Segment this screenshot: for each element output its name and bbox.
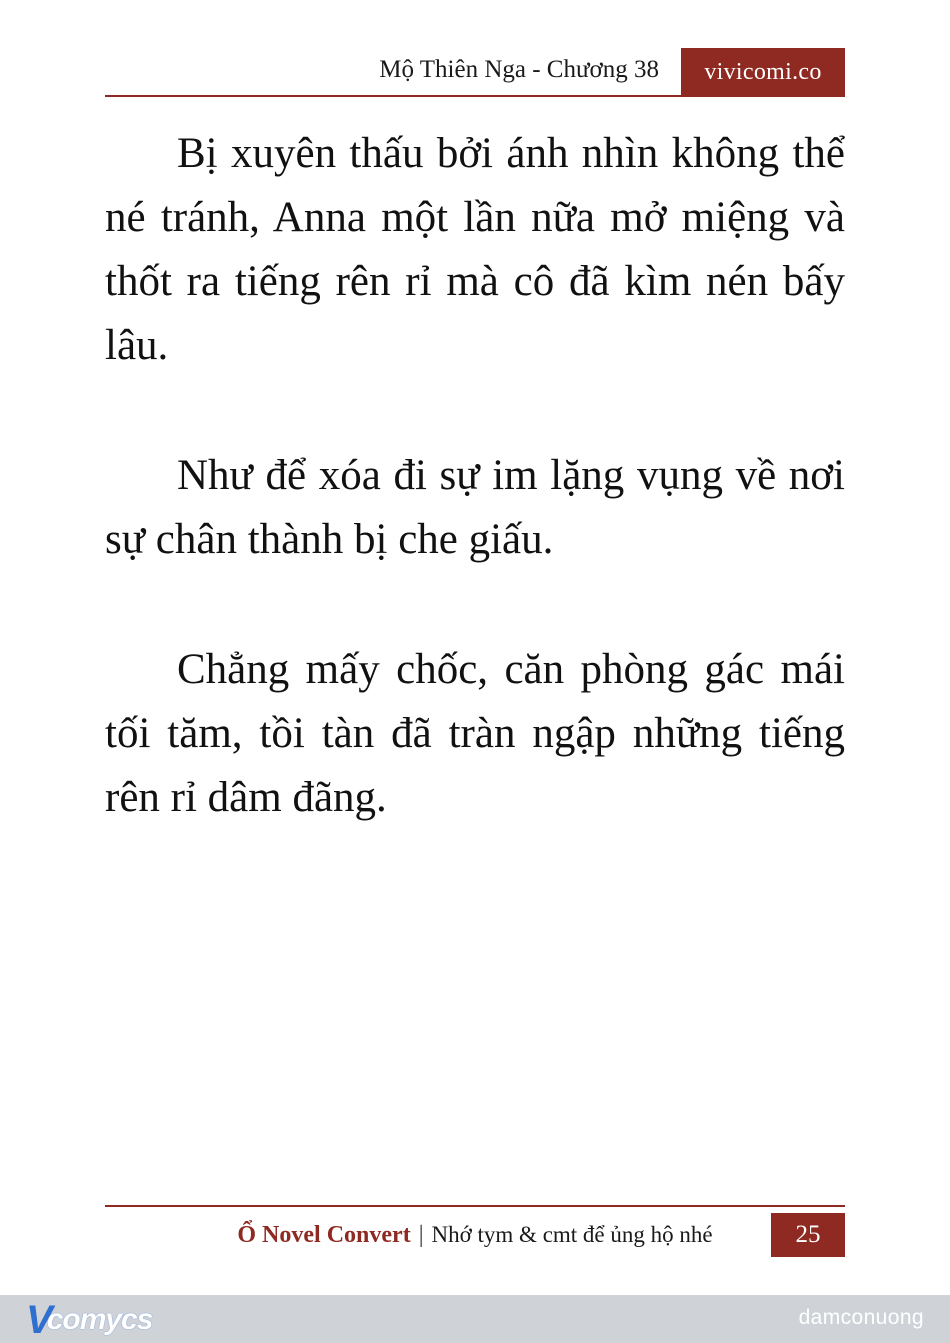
chapter-title: Mộ Thiên Nga - Chương 38 [379,56,659,83]
logo-wordmark: comycs [46,1303,153,1336]
header-divider [105,95,845,97]
site-badge: vivicomi.co [681,48,845,96]
footer-credit [105,1213,845,1257]
page-number: 25 [771,1213,845,1257]
paragraph: Chẳng mấy chốc, căn phòng gác mái tối tăm, tồi tàn đã tràn ngập những tiếng rên rỉ dâm đãng. [105,646,845,821]
page-footer [105,1205,845,1255]
footer-separator: | [418,1221,424,1248]
footer-brand: Ổ Novel Convert [237,1221,411,1248]
paragraph: Như để xóa đi sự im lặng vụng về nơi sự chân thành bị che giấu. [105,452,845,563]
paragraph: Bị xuyên thấu bởi ánh nhìn không thể né tránh, Anna một lần nữa mở miệng và thốt ra tiếng rên rỉ mà cô đã kìm nén bấy lâu. [105,130,845,369]
vcomycs-logo [26,1300,176,1340]
logo-v-mark: V [26,1298,51,1342]
watermark-text: damconuong [798,1306,924,1329]
footer-note: Nhớ tym & cmt để ủng hộ nhé [431,1222,713,1247]
page-header [105,48,845,96]
footer-divider [105,1205,845,1207]
chapter-body [105,122,845,830]
